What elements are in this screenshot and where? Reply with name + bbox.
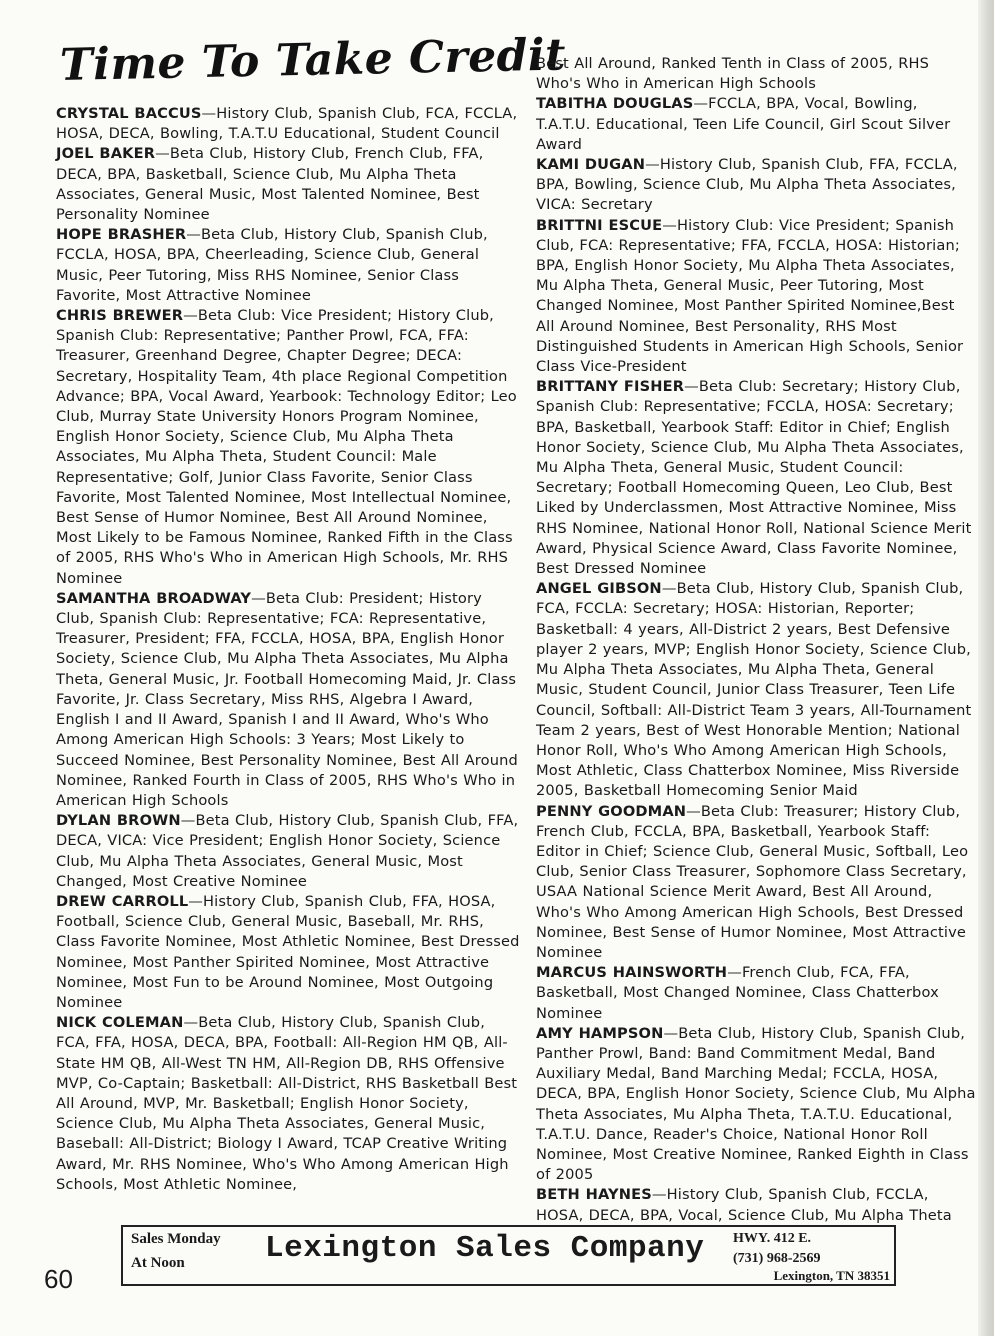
name-separator: —: [651, 1186, 667, 1204]
student-activities: Beta Club, History Club, French Club, FFA, DECA, BPA, Basketball, Science Club, Mu Alpha Theta Associates, General Music, Most Talented Nominee, Best Personality Nominee: [56, 145, 484, 224]
student-entry: [536, 579, 976, 801]
name-separator: —: [183, 307, 198, 325]
ad-city: Lexington, TN 38351: [773, 1268, 890, 1283]
ad-company-name: Lexington Sales Company: [265, 1231, 705, 1266]
name-separator: —: [186, 226, 202, 244]
student-activities: Beta Club: Treasurer; History Club, French Club, FCCLA, BPA, Basketball, Yearbook Staff: Editor in Chief; Science Club, General Music, Softball, Leo Club, Senior Class Treasurer, Sophomore Class Secretary, USAA National Science Merit Award, Best All Around, Who's Who Among American High Schools, Best Dressed Nominee, Best Sense of Humor Nominee, Most Attractive Nominee: [536, 802, 969, 961]
student-entry: [56, 144, 520, 225]
left-entries: [56, 104, 520, 1195]
student-entry: [536, 963, 976, 1024]
student-name: HOPE BRASHER: [56, 226, 187, 244]
student-name: BETH HAYNES: [536, 1186, 652, 1204]
name-separator: —: [183, 1014, 199, 1032]
right-entries: [536, 94, 976, 1228]
name-separator: —: [727, 964, 742, 982]
student-entry: [536, 377, 976, 579]
student-name: CRYSTAL BACCUS: [56, 105, 202, 122]
student-name: AMY HAMPSON: [536, 1024, 664, 1042]
student-entry: [56, 589, 520, 811]
student-name: MARCUS HAINSWORTH: [536, 964, 728, 982]
student-entry: [536, 1024, 976, 1186]
page-title: Time To Take Credit: [59, 29, 567, 91]
student-name: BRITTNI ESCUE: [536, 216, 663, 234]
name-separator: —: [661, 580, 677, 598]
student-activities: History Club, Spanish Club, FFA, HOSA, Football, Science Club, General Music, Baseball, Mr. RHS, Class Favorite Nominee, Most Athletic Nominee, Best Dressed Nominee, Most Panther Spirited Nominee, Most Attractive Nominee, Most Fun to be Around Nominee, Most Outgoing Nominee: [56, 892, 520, 1011]
ad-phone: (731) 968-2569: [733, 1251, 821, 1266]
student-entry: [56, 225, 520, 306]
right-column: [536, 54, 976, 1228]
name-separator: —: [188, 892, 204, 910]
student-name: JOEL BAKER: [56, 145, 156, 163]
student-activities: Beta Club: President; History Club, Spanish Club: Representative; FCA: Representative, Treasurer, President; FFA, FCCLA, HOSA, BPA, English Honor Society, Science Club, Mu Alpha Theta Associates, Mu Alpha Theta, General Music, Jr. Football Homecoming Maid, Jr. Class Favorite, Jr. Class Secretary, Miss RHS, Algebra I Award, English I and II Award, Spanish I and II Award, Who's Who Among American High Schools: 3 Years; Most Likely to Succeed Nominee, Best Personality Nominee, Best All Around Nominee, Ranked Fourth in Class of 2005, RHS Who's Who in American High Schools: [56, 589, 518, 809]
student-entry: [536, 802, 976, 964]
student-activities: Beta Club: Vice President; History Club, Spanish Club: Representative; Panther Prowl, FCA, FFA: Treasurer, Greenhand Degree, Chapter Degree; DECA: Secretary, Hospitality Team, 4th place Regional Competition Advance; BPA, Vocal Award, Yearbook: Technology Editor; Leo Club, Murray State University Honors Program Nominee, English Honor Society, Science Club, Mu Alpha Theta Associates, Mu Alpha Theta, Student Council: Male Representative; Golf, Junior Class Favorite, Senior Class Favorite, Most Talented Nominee, Most Intellectual Nominee, Best Sense of Humor Nominee, Best All Around Nominee, Most Likely to be Famous Nominee, Ranked Fifth in the Class of 2005, RHS Who's Who in American High Schools, Mr. RHS Nominee: [56, 307, 517, 587]
name-separator: —: [663, 1024, 679, 1042]
student-entry: [536, 94, 976, 155]
student-entry: [536, 155, 976, 216]
student-name: ANGEL GIBSON: [536, 580, 662, 598]
student-name: DYLAN BROWN: [56, 812, 181, 830]
student-activities: History Club: Vice President; Spanish Club, FCA: Representative; FFA, FCCLA, HOSA: Historian; BPA, English Honor Society, Mu Alpha Theta Associates, Mu Alpha Theta, General Music, Peer Tutoring, Most Changed Nominee, Most Panther Spirited Nominee,Best All Around Nominee, Best Personality, RHS Most Distinguished Students in American High Schools, Senior Class Vice-President: [536, 216, 964, 376]
student-name: KAMI DUGAN: [536, 156, 646, 174]
student-name: DREW CARROLL: [56, 892, 189, 910]
student-name: CHRIS BREWER: [56, 307, 184, 325]
student-entry: [536, 1185, 976, 1228]
ad-address-block: [733, 1229, 821, 1269]
student-name: BRITTANY FISHER: [536, 378, 685, 396]
ad-sales-time: At Noon: [131, 1255, 185, 1271]
student-name: TABITHA DOUGLAS: [536, 95, 694, 113]
name-separator: —: [662, 216, 677, 234]
page-gutter-shadow: [978, 0, 994, 1336]
left-column: [56, 104, 520, 1195]
student-activities: Beta Club: Secretary; History Club, Spanish Club: Representative; FCCLA, HOSA: Secretary; BPA, Basketball, Yearbook Staff: Editor in Chief; English Honor Society, Science Club, Mu Alpha Theta Associates, Mu Alpha Theta, General Music, Student Council: Secretary; Football Homecoming Queen, Leo Club, Best Liked by Underclassmen, Most Attractive Nominee, Miss RHS Nominee, National Honor Roll, National Science Merit Award, Physical Science Award, Class Favorite Nominee, Best Dressed Nominee: [536, 378, 972, 578]
student-entry: [56, 892, 520, 1013]
student-activities: History Club, Spanish Club, FCCLA, HOSA, DECA, BPA, Vocal, Science Club, Mu Alpha Theta: [536, 1186, 952, 1224]
student-activities: FCCLA, BPA, Vocal, Bowling, T.A.T.U. Educational, Teen Life Council, Girl Scout Silver Award: [536, 95, 951, 153]
student-activities: History Club, Spanish Club, FCA, FCCLA, HOSA, DECA, Bowling, T.A.T.U Educational, Student Council: [56, 105, 518, 143]
student-activities: History Club, Spanish Club, FFA, FCCLA, BPA, Bowling, Science Club, Mu Alpha Theta Associates, VICA: Secretary: [536, 156, 958, 214]
student-entry: [56, 811, 520, 892]
name-separator: —: [251, 589, 266, 607]
student-activities: Beta Club, History Club, Spanish Club, FCCLA, HOSA, BPA, Cheerleading, Science Club, General Music, Peer Tutoring, Miss RHS Nominee, Senior Class Favorite, Most Attractive Nominee: [56, 226, 488, 304]
student-activities: Beta Club, History Club, Spanish Club, FCA, FFA, HOSA, DECA, BPA, Football: All-Region HM QB, All-State HM QB, All-West TN HM, All-Region DB, RHS Offensive MVP, Co-Captain; Basketball: All-District, RHS Basketball Best All Around, MVP, Mr. Basketball; English Honor Society, Science Club, Mu Alpha Theta Associates, General Music, Baseball: All-District; Biology I Award, TCAP Creative Writing Award, Mr. RHS Nominee, Who's Who Among American High Schools, Most Athletic Nominee,: [56, 1014, 518, 1193]
advertisement-box: [121, 1225, 896, 1286]
student-activities: Beta Club, History Club, Spanish Club, Panther Prowl, Band: Band Commitment Medal, Band Auxiliary Medal, Band Marching Medal; FCCLA, HOSA, DECA, BPA, English Honor Society, Science Club, Mu Alpha Theta Associates, Mu Alpha Theta, T.A.T.U. Educational, T.A.T.U. Dance, Reader's Choice, National Honor Roll Nominee, Most Creative Nominee, Ranked Eighth in Class of 2005: [536, 1024, 976, 1184]
student-activities: Beta Club, History Club, Spanish Club, FCA, FCCLA: Secretary; HOSA: Historian, Reporter; Basketball: 4 years, All-District 2 years, Best Defensive player 2 years, MVP; English Honor Society, Science Club, Mu Alpha Theta Associates, Mu Alpha Theta, General Music, Student Council, Junior Class Treasurer, Teen Life Council, Softball: All-District Team 3 years, All-Tournament Team 2 years, Best of West Honorable Mention; National Honor Roll, Who's Who Among American High Schools, Most Athletic, Class Chatterbox Nominee, Miss Riverside 2005, Basketball Homecoming Senior Maid: [536, 580, 972, 800]
name-separator: —: [155, 145, 170, 163]
student-entry: [56, 306, 520, 589]
student-activities: Beta Club, History Club, Spanish Club, FFA, DECA, VICA: Vice President; English Honor Society, Science Club, Mu Alpha Theta Associates, General Music, Most Changed, Most Creative Nominee: [56, 812, 519, 890]
name-separator: —: [645, 156, 660, 174]
student-activities: French Club, FCA, FFA, Basketball, Most Changed Nominee, Class Chatterbox Nominee: [536, 964, 939, 1022]
student-name: NICK COLEMAN: [56, 1014, 184, 1032]
name-separator: —: [201, 105, 217, 122]
ad-sales-day: Sales Monday: [131, 1231, 221, 1247]
ad-street: HWY. 412 E.: [733, 1231, 812, 1246]
student-name: PENNY GOODMAN: [536, 802, 687, 820]
name-separator: —: [180, 812, 196, 830]
name-separator: —: [686, 802, 701, 820]
student-name: SAMANTHA BROADWAY: [56, 589, 252, 607]
student-entry: [536, 216, 976, 378]
continued-entry-text: Best All Around, Ranked Tenth in Class of 2005, RHS Who's Who in American High Schools: [536, 55, 930, 93]
name-separator: —: [693, 95, 709, 113]
page-number: 60: [44, 1264, 73, 1294]
student-entry: [56, 104, 520, 144]
name-separator: —: [684, 378, 699, 396]
student-entry: [56, 1013, 520, 1195]
